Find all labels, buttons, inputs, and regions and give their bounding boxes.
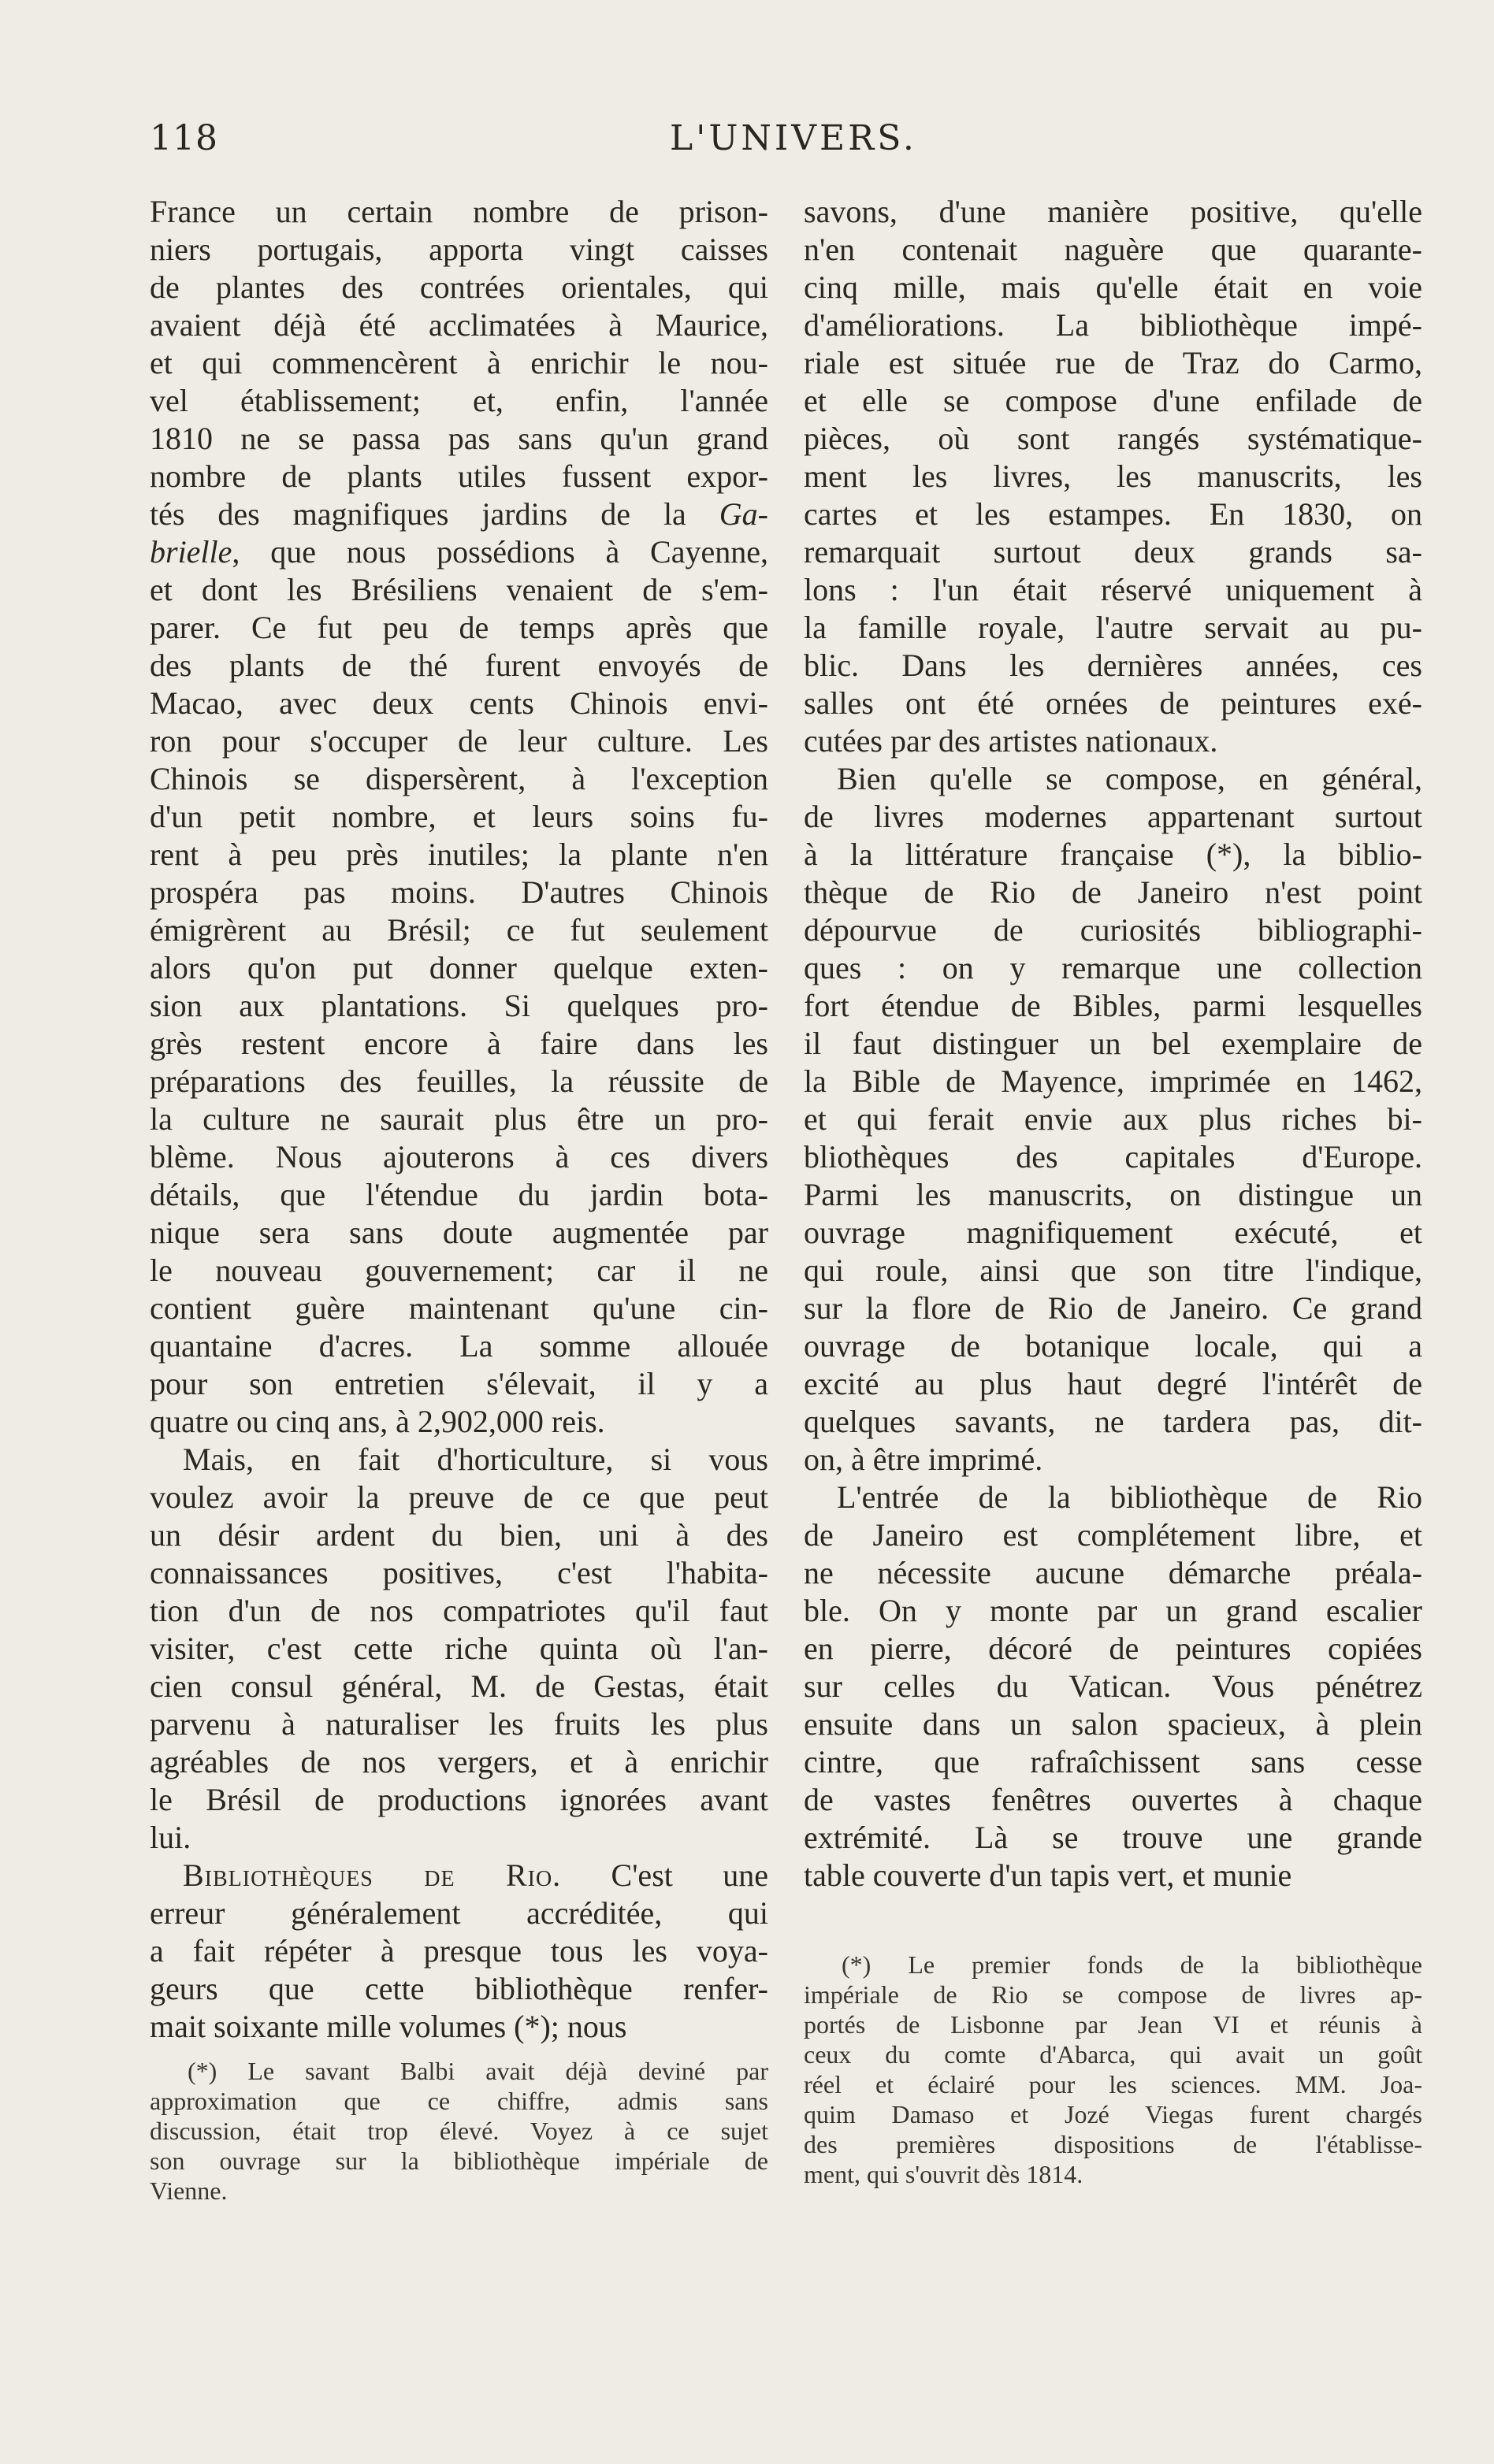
text-line: savons, d'une manière positive, qu'elle: [804, 194, 1422, 229]
text-line: Bien qu'elle se compose, en général,: [837, 761, 1422, 796]
text-line: lons : l'un était réservé uniquement à: [804, 572, 1422, 607]
text-line: contient guère maintenant qu'une cin-: [150, 1290, 768, 1326]
text-line: tion d'un de nos compatriotes qu'il faut: [150, 1593, 768, 1628]
right-column: [804, 193, 1422, 1894]
footnote-line: ment, qui s'ouvrit dès 1814.: [804, 2160, 1083, 2188]
text-line: blème. Nous ajouterons à ces divers: [150, 1139, 768, 1174]
page-header: [150, 118, 1410, 173]
footnote-line: discussion, était trop élevé. Voyez à ce sujet: [150, 2117, 768, 2145]
text-line: 1810 ne se passa pas sans qu'un grand: [150, 421, 768, 456]
column-divider: [788, 197, 789, 2221]
text-line: cintre, que rafraîchissent sans cesse: [804, 1744, 1422, 1779]
text-line: blic. Dans les dernières années, ces: [804, 648, 1422, 683]
text-line: et qui ferait envie aux plus riches bi-: [804, 1101, 1422, 1137]
text-line: un désir ardent du bien, uni à des: [150, 1517, 768, 1553]
italic-word: brielle: [150, 534, 232, 570]
text-line: et qui commencèrent à enrichir le nou-: [150, 345, 768, 380]
text-line: cutées par des artistes nationaux.: [804, 723, 1218, 759]
text-line: dépourvue de curiosités bibliographi-: [804, 912, 1422, 948]
text-line: la famille royale, l'autre servait au pu-: [804, 610, 1422, 645]
text-line: la Bible de Mayence, imprimée en 1462,: [804, 1063, 1422, 1099]
text-line: Parmi les manuscrits, on distingue un: [804, 1177, 1422, 1212]
text-line: fort étendue de Bibles, parmi lesquelles: [804, 988, 1422, 1023]
left-column: [150, 193, 768, 2046]
text-line: d'un petit nombre, et leurs soins fu-: [150, 799, 768, 834]
text-line: extrémité. Là se trouve une grande: [804, 1820, 1422, 1855]
footnote-line: Vienne.: [150, 2176, 228, 2205]
footnote-line: impériale de Rio se compose de livres ap-: [804, 1980, 1422, 2009]
text-line: le Brésil de productions ignorées avant: [150, 1782, 768, 1817]
text-line: a fait répéter à presque tous les voya-: [150, 1933, 768, 1969]
footnote-line: son ouvrage sur la bibliothèque impériale de: [150, 2147, 768, 2175]
text-line: pièces, où sont rangés systématique-: [804, 421, 1422, 456]
paragraph: [804, 760, 1422, 1479]
text-line: Mais, en fait d'horticulture, si vous: [183, 1442, 768, 1477]
text-line: voulez avoir la preuve de ce que peut: [150, 1479, 768, 1515]
text-line: cien consul général, M. de Gestas, était: [150, 1668, 768, 1704]
text-line: quelques savants, ne tardera pas, dit-: [804, 1404, 1422, 1439]
right-footnote: [804, 1950, 1422, 2189]
text-line: la culture ne saurait plus être un pro-: [150, 1101, 768, 1137]
text-line: nique sera sans doute augmentée par: [150, 1215, 768, 1250]
running-head: L'UNIVERS.: [670, 118, 917, 158]
text-line: de Janeiro est complétement libre, et: [804, 1517, 1422, 1553]
italic-word: Ga-: [719, 496, 768, 532]
text-line: à la littérature française (*), la biblio-: [804, 837, 1422, 872]
text-line: Chinois se dispersèrent, à l'exception: [150, 761, 768, 796]
footnote-line: portés de Lisbonne par Jean VI et réunis à: [804, 2010, 1422, 2039]
paragraph: [804, 193, 1422, 760]
page-number: 118: [150, 118, 218, 158]
text-line: le nouveau gouvernement; car il ne: [150, 1252, 768, 1288]
footnote-line: approximation que ce chiffre, admis sans: [150, 2087, 768, 2115]
text-line: cartes et les estampes. En 1830, on: [804, 496, 1422, 532]
text-line: ron pour s'occuper de leur culture. Les: [150, 723, 768, 759]
text-line: ensuite dans un salon spacieux, à plein: [804, 1706, 1422, 1742]
paragraph: [804, 1479, 1422, 1894]
text-line: et dont les Brésiliens venaient de s'em-: [150, 572, 768, 607]
text-line: remarquait surtout deux grands sa-: [804, 534, 1422, 570]
text-line: rent à peu près inutiles; la plante n'en: [150, 837, 768, 872]
footnote-line: réel et éclairé pour les sciences. MM. Joa-: [804, 2070, 1422, 2098]
text-line: avaient déjà été acclimatées à Maurice,: [150, 307, 768, 343]
text-line: parer. Ce fut peu de temps après que: [150, 610, 768, 645]
text-line: qui roule, ainsi que son titre l'indique,: [804, 1252, 1422, 1288]
footnote-line: (*) Le savant Balbi avait déjà deviné par: [188, 2057, 768, 2085]
footnote-line: des premières dispositions de l'établisse-: [804, 2130, 1422, 2158]
text-line: on, à être imprimé.: [804, 1442, 1043, 1477]
text-line: émigrèrent au Brésil; ce fut seulement: [150, 912, 768, 948]
text-line: Bibliothèques de Rio. C'est une: [183, 1857, 768, 1893]
text-line: ment les livres, les manuscrits, les: [804, 458, 1422, 494]
text-line: de plantes des contrées orientales, qui: [150, 269, 768, 305]
text-line: pour son entretien s'élevait, il y a: [150, 1366, 768, 1401]
text-line: table couverte d'un tapis vert, et munie: [804, 1857, 1292, 1893]
footnote-line: ceux du comte d'Abarca, qui avait un goût: [804, 2040, 1422, 2069]
text-line: lui.: [150, 1820, 191, 1855]
text-line: vel établissement; et, enfin, l'année: [150, 383, 768, 418]
section-heading: Bibliothèques de Rio.: [183, 1857, 562, 1893]
text-line: sion aux plantations. Si quelques pro-: [150, 988, 768, 1023]
text-line: mait soixante mille volumes (*); nous: [150, 2009, 627, 2044]
text-line: prospéra pas moins. D'autres Chinois: [150, 874, 768, 910]
text-line: quantaine d'acres. La somme allouée: [150, 1328, 768, 1364]
text-line: geurs que cette bibliothèque renfer-: [150, 1971, 768, 2006]
text-line: d'améliorations. La bibliothèque impé-: [804, 307, 1422, 343]
text-line: de livres modernes appartenant surtout: [804, 799, 1422, 834]
text-line: ouvrage magnifiquement exécuté, et: [804, 1215, 1422, 1250]
text-line: nombre de plants utiles fussent expor-: [150, 458, 768, 494]
text-line: n'en contenait naguère que quarante-: [804, 232, 1422, 267]
text-line: salles ont été ornées de peintures exé-: [804, 685, 1422, 721]
text-line: France un certain nombre de prison-: [150, 194, 768, 229]
paragraph: [150, 1441, 768, 1857]
text-line: détails, que l'étendue du jardin bota-: [150, 1177, 768, 1212]
text-line: grès restent encore à faire dans les: [150, 1026, 768, 1061]
text-line: tés des magnifiques jardins de la Ga-: [150, 496, 768, 532]
text-line: agréables de nos vergers, et à enrichir: [150, 1744, 768, 1779]
text-line: erreur généralement accréditée, qui: [150, 1895, 768, 1931]
text-line: Macao, avec deux cents Chinois envi-: [150, 685, 768, 721]
text-line: brielle, que nous possédions à Cayenne,: [150, 534, 768, 570]
text-line: ouvrage de botanique locale, qui a: [804, 1328, 1422, 1364]
text-line: excité au plus haut degré l'intérêt de: [804, 1366, 1422, 1401]
text-line: connaissances positives, c'est l'habita-: [150, 1555, 768, 1590]
text-line: parvenu à naturaliser les fruits les plus: [150, 1706, 768, 1742]
text-line: quatre ou cinq ans, à 2,902,000 reis.: [150, 1404, 605, 1439]
text-line: sur celles du Vatican. Vous pénétrez: [804, 1668, 1422, 1704]
paragraph: [150, 1857, 768, 2046]
text-line: préparations des feuilles, la réussite de: [150, 1063, 768, 1099]
text-line: visiter, c'est cette riche quinta où l'an-: [150, 1631, 768, 1666]
text-line: L'entrée de la bibliothèque de Rio: [837, 1479, 1422, 1515]
text-line: il faut distinguer un bel exemplaire de: [804, 1026, 1422, 1061]
text-line: et elle se compose d'une enfilade de: [804, 383, 1422, 418]
text-line: alors qu'on put donner quelque exten-: [150, 950, 768, 985]
footnote-line: quim Damaso et Jozé Viegas furent chargés: [804, 2100, 1422, 2128]
text-line: ques : on y remarque une collection: [804, 950, 1422, 985]
text-line: bliothèques des capitales d'Europe.: [804, 1139, 1422, 1174]
paragraph: [150, 193, 768, 1441]
text-line: thèque de Rio de Janeiro n'est point: [804, 874, 1422, 910]
text-line: en pierre, décoré de peintures copiées: [804, 1631, 1422, 1666]
text-line: cinq mille, mais qu'elle était en voie: [804, 269, 1422, 305]
text-line: niers portugais, apporta vingt caisses: [150, 232, 768, 267]
text-line: sur la flore de Rio de Janeiro. Ce grand: [804, 1290, 1422, 1326]
text-line: de vastes fenêtres ouvertes à chaque: [804, 1782, 1422, 1817]
footnote-line: (*) Le premier fonds de la bibliothèque: [842, 1950, 1422, 1979]
text-line: ble. On y monte par un grand escalier: [804, 1593, 1422, 1628]
text-line: ne nécessite aucune démarche préala-: [804, 1555, 1422, 1590]
text-line: des plants de thé furent envoyés de: [150, 648, 768, 683]
left-footnote: [150, 2056, 768, 2206]
text-line: riale est située rue de Traz do Carmo,: [804, 345, 1422, 380]
